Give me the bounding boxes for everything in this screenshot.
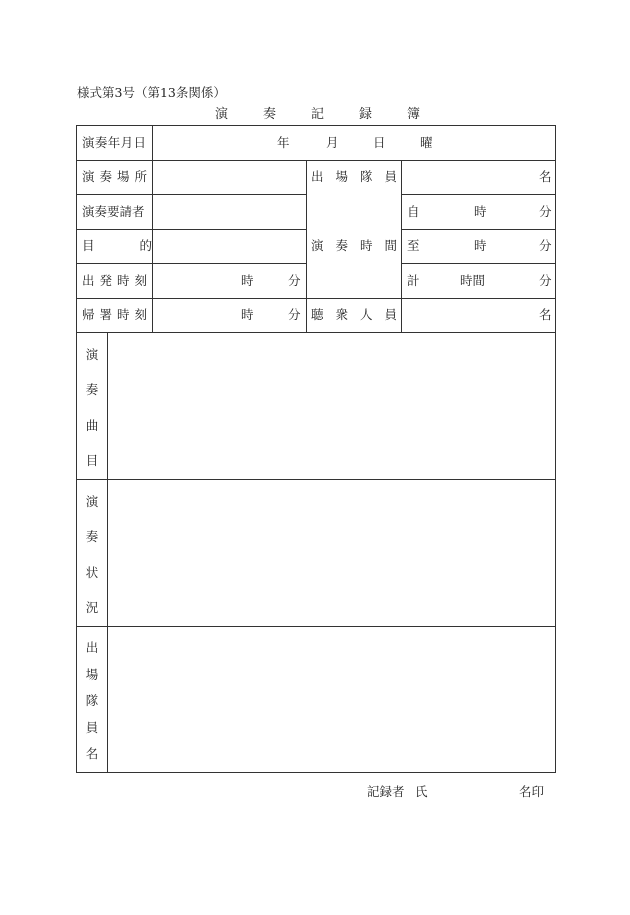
form-number: 様式第3号（第13条関係） <box>77 85 226 100</box>
total-hours-unit: 時間 <box>460 273 486 288</box>
title-char: 簿 <box>407 107 421 122</box>
requester-label: 演奏要請者 <box>82 204 145 219</box>
purpose-label: 目的 <box>82 238 198 253</box>
title-char: 録 <box>359 107 373 122</box>
member-names-label-char: 員 <box>85 719 99 735</box>
pieces-label-char: 曲 <box>85 417 99 433</box>
recorder-label: 記録者 <box>367 784 405 799</box>
pieces-label-char: 演 <box>85 347 99 362</box>
name-seal-label: 名印 <box>519 784 545 799</box>
from-minute-unit: 分 <box>539 204 552 219</box>
year-unit: 年 <box>277 135 290 150</box>
status-label-char: 況 <box>85 599 99 615</box>
members-label: 出場隊員 <box>311 169 410 184</box>
total-minute-unit: 分 <box>539 273 552 288</box>
member-names-label-char: 場 <box>85 666 99 682</box>
member-names-label-char: 隊 <box>85 693 99 708</box>
member-names-label-char: 出 <box>85 640 99 655</box>
pieces-label-char: 目 <box>85 452 99 468</box>
title-char: 記 <box>311 107 325 122</box>
status-label-char: 演 <box>85 494 99 509</box>
to-minute-unit: 分 <box>539 238 552 253</box>
audience-unit: 名 <box>539 307 552 322</box>
departure-time-label: 出発時刻 <box>82 273 153 288</box>
return-hour-unit: 時 <box>241 307 254 322</box>
title-char: 演 <box>215 107 229 122</box>
performance-date-label: 演 奏 年 月 日 <box>82 135 146 150</box>
from-hour-unit: 時 <box>474 204 487 219</box>
pieces-label-char: 奏 <box>85 382 99 398</box>
day-unit: 日 <box>373 135 386 150</box>
weekday-unit: 曜 <box>420 135 433 150</box>
total-label: 計 <box>407 273 420 288</box>
departure-minute-unit: 分 <box>288 273 301 288</box>
venue-label: 演奏場所 <box>82 169 153 184</box>
member-names-label-char: 名 <box>85 746 99 761</box>
member-names-label <box>77 638 107 762</box>
status-label <box>77 492 107 616</box>
from-label: 自 <box>407 204 420 219</box>
document-title <box>215 103 455 122</box>
performance-time-label: 演奏時間 <box>311 238 410 253</box>
month-unit: 月 <box>326 135 339 150</box>
record-form-table <box>76 125 556 773</box>
return-minute-unit: 分 <box>288 307 301 322</box>
title-char: 奏 <box>263 107 277 122</box>
pieces-label <box>77 345 107 469</box>
return-time-label: 帰署時刻 <box>82 307 153 322</box>
audience-label: 聴衆人員 <box>311 307 410 322</box>
members-unit: 名 <box>539 169 552 184</box>
to-label: 至 <box>407 238 420 253</box>
to-hour-unit: 時 <box>474 238 487 253</box>
status-label-char: 奏 <box>85 529 99 545</box>
status-label-char: 状 <box>85 564 99 580</box>
name-label: 氏 <box>415 784 428 799</box>
departure-hour-unit: 時 <box>241 273 254 288</box>
